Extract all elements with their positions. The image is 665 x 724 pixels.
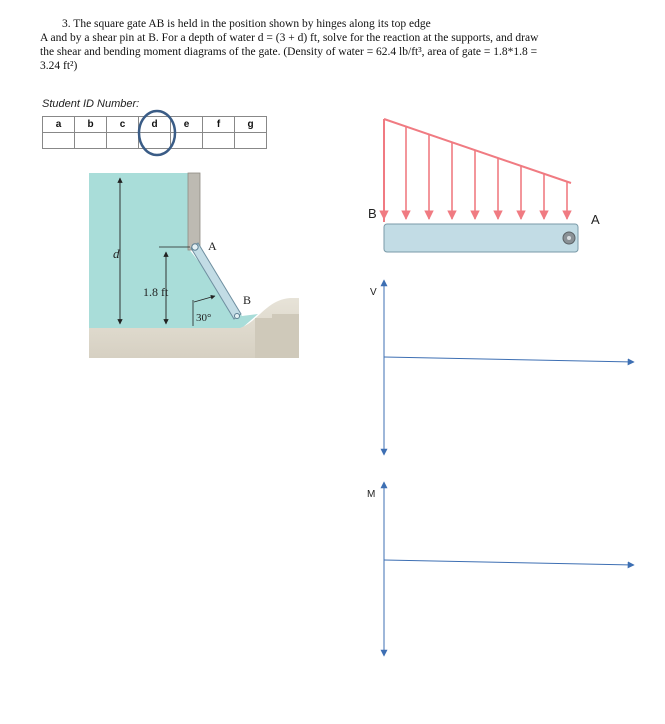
shear-label: V <box>370 287 377 298</box>
pin-b <box>235 314 240 319</box>
beam-label-b: B <box>368 206 377 221</box>
sid-col-b: b <box>75 117 107 133</box>
loaded-beam-figure <box>368 119 600 252</box>
label-d: d <box>113 246 120 261</box>
sid-col-e: e <box>171 117 203 133</box>
sid-col-d: d <box>139 117 171 133</box>
load-profile-line <box>384 119 571 183</box>
problem-line-3: the shear and bending moment diagrams of the gate. (Density of water = 62.4 lb/ft³, area of gate = 1.8*1.8 = <box>40 46 538 58</box>
label-gate-height: 1.8 ft <box>143 285 169 299</box>
shear-horizontal-axis <box>384 357 634 362</box>
moment-diagram <box>367 482 634 656</box>
problem-line-1: 3. The square gate AB is held in the position shown by hinges along its top edge <box>62 18 431 30</box>
label-a: A <box>208 239 217 253</box>
tank-figure <box>89 173 299 358</box>
moment-label: M <box>367 489 376 500</box>
highlight-circle <box>139 111 175 155</box>
problem-line-4: 3.24 ft²) <box>40 60 78 72</box>
vertical-wall <box>188 173 200 250</box>
beam-body <box>384 224 578 252</box>
sid-col-f: f <box>203 117 235 133</box>
hinge-a <box>192 244 198 250</box>
floor-ledge <box>255 314 299 358</box>
sid-col-a: a <box>43 117 75 133</box>
problem-line-2: A and by a shear pin at B. For a depth of water d = (3 + d) ft, solve for the reaction at the supports, and draw <box>40 32 539 44</box>
beam-hinge-a-center <box>567 236 571 240</box>
shear-diagram <box>370 280 634 455</box>
beam-label-a: A <box>591 212 600 227</box>
moment-horizontal-axis <box>384 560 634 565</box>
label-angle: 30° <box>196 312 212 324</box>
sid-col-c: c <box>107 117 139 133</box>
label-b: B <box>243 293 252 307</box>
student-id-label: Student ID Number: <box>42 98 140 110</box>
sid-col-g: g <box>235 117 267 133</box>
